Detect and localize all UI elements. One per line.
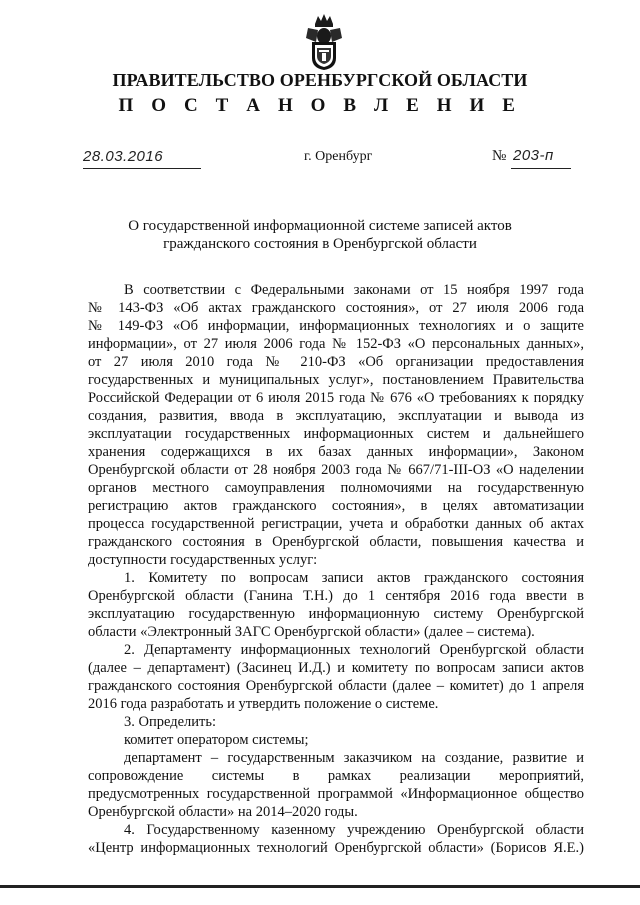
body-line: Российской Федерации от 6 июля 2015 года № 676 «О требованиях к порядку (88, 390, 584, 406)
document-title (60, 217, 580, 253)
body-line: 1. Комитету по вопросам записи актов гражданского состояния (124, 570, 584, 586)
body-line: эксплуатации государственных информационных систем и дальнейшего (88, 426, 584, 442)
body-line: Оренбургской области от 28 ноября 2003 года № 667/71-III-ОЗ «О наделении (88, 462, 584, 478)
page-bottom-divider (0, 885, 640, 888)
body-line: процесса государственной регистрации, учета и обработки данных об актах (88, 516, 584, 532)
body-line: 4. Государственному казенному учреждению Оренбургской области (124, 822, 584, 838)
government-name: ПРАВИТЕЛЬСТВО ОРЕНБУРГСКОЙ ОБЛАСТИ (112, 70, 528, 90)
body-line: гражданского состояния Оренбургской области (далее – комитет) до 1 апреля (88, 678, 584, 694)
body-line: хранения содержащихся в их базах данных информации», Законом (88, 444, 584, 460)
document-date: 28.03.2016 (83, 148, 164, 165)
body-line: предусмотренных государственной программой «Информационное общество (88, 786, 584, 802)
coat-of-arms-icon (304, 12, 344, 72)
body-line: «Центр информационных технологий Оренбургской области» (Борисов Я.Е.) (88, 840, 584, 856)
body-line: 2016 года разработать и утвердить положение о системе. (88, 696, 439, 712)
body-line: 2. Департаменту информационных технологий Оренбургской области (124, 642, 584, 658)
body-line: комитет оператором системы; (124, 732, 309, 748)
body-line: эксплуатацию государственную информационную систему Оренбургской (88, 606, 584, 622)
body-line: информации», от 27 июля 2006 года № 152-ФЗ «О персональных данных», (88, 336, 584, 352)
body-line: 3. Определить: (124, 714, 217, 730)
body-line: № 149-ФЗ «Об информации, информационных технологиях и о защите (88, 318, 584, 334)
body-line: (далее – департамент) (Засинец И.Д.) и комитету по вопросам записи актов (88, 660, 584, 676)
body-line: В соответствии с Федеральными законами от 15 ноября 1997 года (124, 282, 584, 298)
body-line: доступности государственных услуг: (88, 552, 318, 568)
body-line: департамент – государственным заказчиком на создание, развитие и (124, 750, 584, 766)
body-line: Оренбургской области (Ганина Т.Н.) до 1 сентября 2016 года ввести в (88, 588, 584, 604)
document-number-field (511, 147, 571, 169)
body-line: создания, развития, ввода в эксплуатацию, эксплуатации и вывода из (88, 408, 584, 424)
body-line: области «Электронный ЗАГС Оренбургской области» (далее – система). (88, 624, 535, 640)
body-line: органов местного самоуправления полномочиями на государственную (88, 480, 584, 496)
body-line: регистрацию актов гражданского состояния», в целях автоматизации (88, 498, 584, 514)
document-number: 203-п (513, 147, 554, 164)
body-line: № 143-ФЗ «Об актах гражданского состояния», от 27 июля 2006 года (88, 300, 584, 316)
body-line: гражданского состояния в Оренбургской области, повышения качества и (88, 534, 584, 550)
body-line: от 27 июля 2010 года № 210-ФЗ «Об организации предоставления (88, 354, 584, 370)
body-line: государственных и муниципальных услуг», постановлением Правительства (88, 372, 584, 388)
body-line: Оренбургской области» на 2014–2020 годы. (88, 804, 358, 820)
number-sign: № (492, 148, 507, 164)
document-date-field (83, 150, 201, 169)
document-body (88, 281, 584, 857)
body-line: сопровождение системы в рамках реализации мероприятий, (88, 768, 584, 784)
title-line: О государственной информационной системе записей актов (128, 218, 512, 234)
title-line: гражданского состояния в Оренбургской области (163, 236, 477, 252)
document-city: г. Оренбург (304, 149, 373, 164)
document-type: П О С Т А Н О В Л Е Н И Е (118, 95, 522, 116)
